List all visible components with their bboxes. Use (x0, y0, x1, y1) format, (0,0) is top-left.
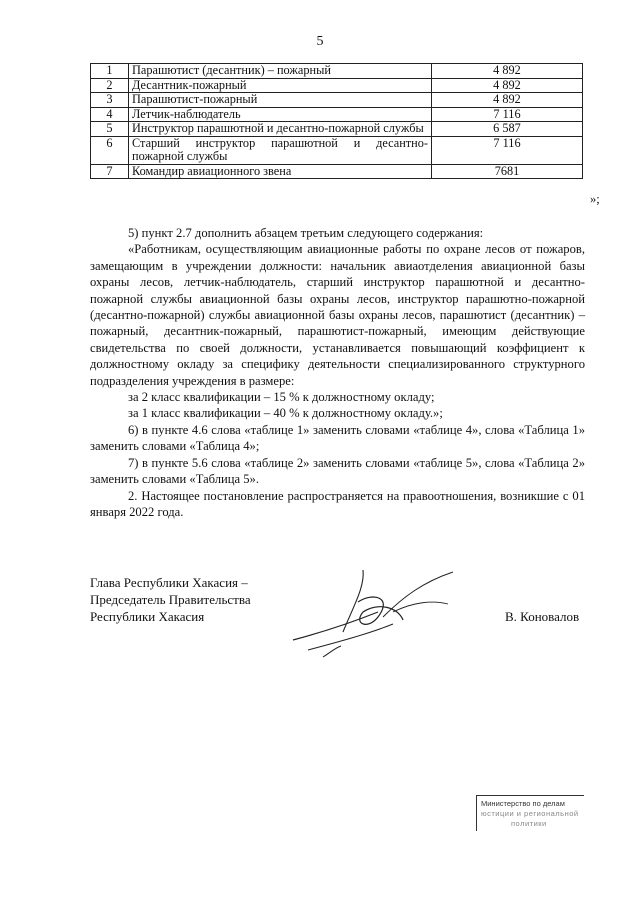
row-number: 2 (91, 78, 129, 93)
stamp-line: Министерство по делам (481, 799, 565, 808)
registration-stamp (476, 795, 584, 831)
paragraph: за 1 класс квалификации – 40 % к должностному окладу.»; (128, 406, 443, 421)
salary-value: 4 892 (432, 64, 583, 79)
table-row (91, 136, 583, 164)
salary-value: 6 587 (432, 122, 583, 137)
page-number: 5 (316, 34, 324, 49)
table-row (91, 164, 583, 179)
position-name: Парашютист (десантник) – пожарный (129, 64, 432, 79)
salary-value: 7681 (432, 164, 583, 179)
salary-value: 4 892 (432, 78, 583, 93)
position-name: Старший инструктор парашютной и десантно-пожарной службы (129, 136, 432, 164)
position-name: Командир авиационного звена (129, 164, 432, 179)
paragraph: 5) пункт 2.7 дополнить абзацем третьим следующего содержания: (128, 226, 484, 240)
table-closing-mark: »; (590, 192, 600, 206)
row-number: 1 (91, 64, 129, 79)
signatory-title-line: Председатель Правительства (90, 592, 251, 607)
stamp-line: юстиции и региональной (481, 809, 579, 818)
table-row (91, 64, 583, 79)
salary-value: 7 116 (432, 136, 583, 164)
document-body (90, 225, 585, 520)
row-number: 6 (91, 136, 129, 164)
paragraph: «Работникам, осуществляющим авиационные работы по охране лесов от пожаров, замещающим в учреждении должности: начальник авиаотделения авиационной базы охраны лесов, летчик-наблюдатель, старший инструктор парашютной и десантно-пожарной службы авиационной базы охраны лесов, инструктор парашютно-пожарной (десантно-пожарной) службы авиационной базы охраны лесов, парашютист (десантник) – пожарный, десантник-пожарный, парашютист-пожарный, имеющим действующие свидетельства по своей должности, устанавливается повышающий коэффициент к должностному окладу за специфику деятельности специализированного структурного подразделения учреждения в размере: (90, 242, 585, 388)
row-number: 5 (91, 122, 129, 137)
table-row (91, 107, 583, 122)
signatory-title-line: Глава Республики Хакасия – (90, 575, 248, 590)
table-row (91, 78, 583, 93)
row-number: 3 (91, 93, 129, 108)
paragraph: за 2 класс квалификации – 15 % к должностному окладу; (128, 390, 435, 405)
position-name: Летчик-наблюдатель (129, 107, 432, 122)
position-name: Десантник-пожарный (129, 78, 432, 93)
stamp-line: политики (511, 819, 547, 828)
paragraph: 7) в пункте 5.6 слова «таблице 2» заменить словами «таблице 5», слова «Таблица 2» заменить словами «Таблица 5». (90, 455, 585, 487)
signatory-name: В. Коновалов (505, 609, 580, 624)
row-number: 7 (91, 164, 129, 179)
handwritten-signature (283, 562, 458, 662)
row-number: 4 (91, 107, 129, 122)
position-name: Инструктор парашютной и десантно-пожарной службы (129, 122, 432, 137)
rates-table (90, 63, 583, 179)
position-name: Парашютист-пожарный (129, 93, 432, 108)
table-row (91, 93, 583, 108)
paragraph: 6) в пункте 4.6 слова «таблице 1» заменить словами «таблице 4», слова «Таблица 1» заменить словами «Таблица 4»; (90, 422, 585, 454)
signatory-title (90, 574, 251, 625)
paragraph: 2. Настоящее постановление распространяется на правоотношения, возникшие с 01 января 2022 года. (90, 488, 585, 519)
table-row (91, 122, 583, 137)
signatory-title-line: Республики Хакасия (90, 609, 205, 624)
salary-value: 7 116 (432, 107, 583, 122)
salary-value: 4 892 (432, 93, 583, 108)
